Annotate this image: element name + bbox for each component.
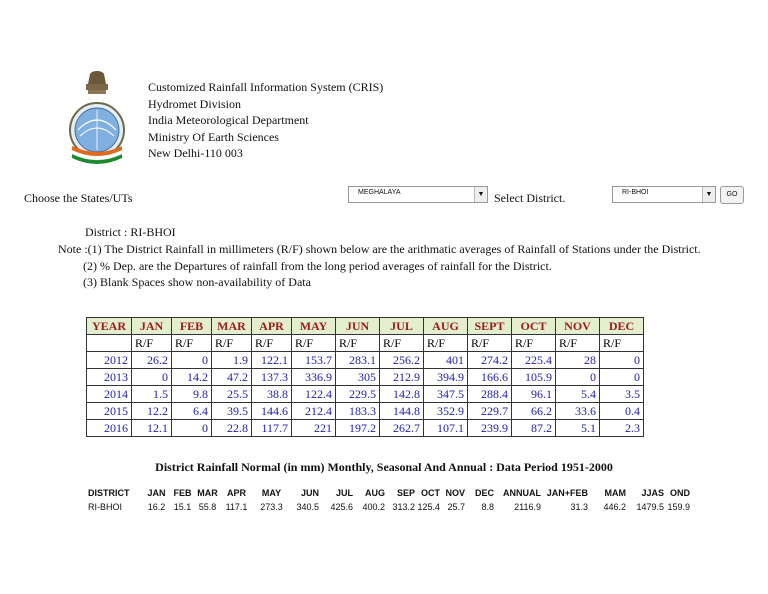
rainfall-cell: 38.8 xyxy=(252,386,292,403)
normal-column-header: AUG xyxy=(365,488,385,498)
normal-value-cell: 31.3 xyxy=(570,502,588,512)
rainfall-cell: 401 xyxy=(424,352,468,369)
state-select-value: MEGHALAYA xyxy=(358,189,401,196)
rainfall-cell: 9.8 xyxy=(172,386,212,403)
normal-header-row xyxy=(88,486,690,500)
rainfall-cell: 5.4 xyxy=(556,386,600,403)
district-select-label: Select District. xyxy=(494,191,566,205)
normal-column-header: MAY xyxy=(261,488,282,498)
rainfall-cell: 0 xyxy=(132,369,172,386)
rainfall-cell: 0 xyxy=(600,352,644,369)
rainfall-subheader-row xyxy=(87,335,644,352)
rainfall-cell: 137.3 xyxy=(252,369,292,386)
normal-value-cell: 125.4 xyxy=(417,502,440,512)
rainfall-cell: 183.3 xyxy=(336,403,380,420)
normal-values-row xyxy=(88,500,690,514)
rainfall-cell: 12.1 xyxy=(132,420,172,437)
rainfall-cell: 0 xyxy=(172,352,212,369)
rainfall-cell: 283.1 xyxy=(336,352,380,369)
subheader-rf: R/F xyxy=(424,335,468,352)
normal-column-header: DEC xyxy=(474,488,494,498)
rainfall-cell: 26.2 xyxy=(132,352,172,369)
header-line-department: India Meteorological Department xyxy=(148,113,309,128)
subheader-rf: R/F xyxy=(468,335,512,352)
rainfall-cell: 0.4 xyxy=(600,403,644,420)
rainfall-cell: 256.2 xyxy=(380,352,424,369)
rainfall-cell: 1.5 xyxy=(132,386,172,403)
rainfall-cell: 142.8 xyxy=(380,386,424,403)
normal-column-header: JAN+FEB xyxy=(546,488,588,498)
table-row xyxy=(87,386,644,403)
normal-column-header: NOV xyxy=(445,488,465,498)
column-header: MAR xyxy=(212,318,252,335)
normal-column-header: DISTRICT xyxy=(88,488,130,498)
normal-value-cell: 313.2 xyxy=(392,502,415,512)
column-header: FEB xyxy=(172,318,212,335)
normal-column-header: JAN xyxy=(147,488,166,498)
normal-value-cell: 1479.5 xyxy=(636,502,664,512)
header-line-system: Customized Rainfall Information System (CRIS) xyxy=(148,80,384,94)
column-header: APR xyxy=(252,318,292,335)
rainfall-cell: 3.5 xyxy=(600,386,644,403)
year-cell: 2013 xyxy=(87,369,132,386)
rainfall-header-row xyxy=(87,318,644,335)
column-header: DEC xyxy=(600,318,644,335)
rainfall-cell: 2.3 xyxy=(600,420,644,437)
normal-value-cell: 15.1 xyxy=(173,502,192,512)
subheader-rf: R/F xyxy=(600,335,644,352)
rainfall-cell: 14.2 xyxy=(172,369,212,386)
rainfall-cell: 66.2 xyxy=(512,403,556,420)
district-select[interactable] xyxy=(612,186,716,203)
normal-value-cell: 340.5 xyxy=(296,502,319,512)
rainfall-cell: 87.2 xyxy=(512,420,556,437)
normal-column-header: MAR xyxy=(197,488,218,498)
subheader-rf: R/F xyxy=(380,335,424,352)
rainfall-cell: 212.4 xyxy=(292,403,336,420)
rainfall-cell: 122.1 xyxy=(252,352,292,369)
rainfall-cell: 352.9 xyxy=(424,403,468,420)
rainfall-cell: 12.2 xyxy=(132,403,172,420)
header-line-division: Hydromet Division xyxy=(148,96,241,111)
rainfall-cell: 166.6 xyxy=(468,369,512,386)
year-cell: 2015 xyxy=(87,403,132,420)
normal-value-cell: 16.2 xyxy=(147,502,166,512)
notes-block xyxy=(58,241,701,291)
normal-column-header: FEB xyxy=(173,488,192,498)
rainfall-cell: 6.4 xyxy=(172,403,212,420)
rainfall-cell: 33.6 xyxy=(556,403,600,420)
normal-column-header: ANNUAL xyxy=(503,488,541,498)
rainfall-cell: 105.9 xyxy=(512,369,556,386)
imd-emblem-logo xyxy=(66,70,128,170)
subheader-rf: R/F xyxy=(336,335,380,352)
rainfall-cell: 305 xyxy=(336,369,380,386)
column-header: JUN xyxy=(336,318,380,335)
rainfall-cell: 229.7 xyxy=(468,403,512,420)
rainfall-cell: 39.5 xyxy=(212,403,252,420)
subheader-rf: R/F xyxy=(252,335,292,352)
normal-value-cell: 425.6 xyxy=(330,502,353,512)
rainfall-cell: 47.2 xyxy=(212,369,252,386)
rainfall-cell: 153.7 xyxy=(292,352,336,369)
rainfall-cell: 25.5 xyxy=(212,386,252,403)
chevron-down-icon: ▼ xyxy=(702,187,715,202)
rainfall-cell: 288.4 xyxy=(468,386,512,403)
header-text-block xyxy=(148,79,383,162)
normal-value-cell: 117.1 xyxy=(225,502,248,512)
column-header: AUG xyxy=(424,318,468,335)
subheader-rf: R/F xyxy=(212,335,252,352)
column-header: OCT xyxy=(512,318,556,335)
rainfall-cell: 0 xyxy=(600,369,644,386)
rainfall-cell: 212.9 xyxy=(380,369,424,386)
table-row xyxy=(87,369,644,386)
column-header: MAY xyxy=(292,318,336,335)
rainfall-cell: 262.7 xyxy=(380,420,424,437)
year-cell: 2012 xyxy=(87,352,132,369)
normal-value-cell: 159.9 xyxy=(667,502,690,512)
rainfall-cell: 347.5 xyxy=(424,386,468,403)
rainfall-cell: 1.9 xyxy=(212,352,252,369)
subheader-rf: R/F xyxy=(556,335,600,352)
rainfall-table xyxy=(86,317,644,437)
header-line-ministry: Ministry Of Earth Sciences xyxy=(148,129,279,144)
column-header: NOV xyxy=(556,318,600,335)
rainfall-cell: 225.4 xyxy=(512,352,556,369)
year-cell: 2014 xyxy=(87,386,132,403)
state-select[interactable] xyxy=(348,186,488,203)
rainfall-cell: 22.8 xyxy=(212,420,252,437)
normal-column-header: OCT xyxy=(421,488,440,498)
district-heading: District : RI-BHOI xyxy=(85,225,176,239)
rainfall-table-body xyxy=(87,352,644,437)
normal-value-cell: 273.3 xyxy=(260,502,283,512)
normal-value-cell: 2116.9 xyxy=(514,502,541,512)
subheader-rf: R/F xyxy=(292,335,336,352)
note-line-3: (3) Blank Spaces show non-availability of Data xyxy=(83,275,311,289)
normal-rainfall-table xyxy=(88,486,690,514)
rainfall-cell: 5.1 xyxy=(556,420,600,437)
district-select-value: RI-BHOI xyxy=(622,189,649,196)
normal-column-header: MAM xyxy=(604,488,626,498)
rainfall-cell: 117.7 xyxy=(252,420,292,437)
subheader-rf: R/F xyxy=(512,335,556,352)
subheader-rf: R/F xyxy=(172,335,212,352)
normal-column-header: APR xyxy=(226,488,246,498)
rainfall-cell: 144.8 xyxy=(380,403,424,420)
rainfall-cell: 229.5 xyxy=(336,386,380,403)
rainfall-cell: 239.9 xyxy=(468,420,512,437)
states-label: Choose the States/UTs xyxy=(24,191,133,205)
normal-column-header: JUN xyxy=(300,488,319,498)
rainfall-cell: 28 xyxy=(556,352,600,369)
normal-column-header: SEP xyxy=(396,488,415,498)
rainfall-cell: 122.4 xyxy=(292,386,336,403)
normal-column-header: JJAS xyxy=(641,488,664,498)
year-cell: 2016 xyxy=(87,420,132,437)
rainfall-cell: 144.6 xyxy=(252,403,292,420)
header-line-address: New Delhi-110 003 xyxy=(148,146,243,161)
column-header: JUL xyxy=(380,318,424,335)
go-button[interactable]: GO xyxy=(720,186,744,204)
table-row xyxy=(87,420,644,437)
rainfall-cell: 0 xyxy=(556,369,600,386)
rainfall-cell: 274.2 xyxy=(468,352,512,369)
table-row xyxy=(87,403,644,420)
table-row xyxy=(87,352,644,369)
column-header: JAN xyxy=(132,318,172,335)
rainfall-cell: 0 xyxy=(172,420,212,437)
normal-value-cell: RI-BHOI xyxy=(88,502,123,512)
normal-value-cell: 25.7 xyxy=(447,502,465,512)
rainfall-cell: 197.2 xyxy=(336,420,380,437)
normal-table-title: District Rainfall Normal (in mm) Monthly, Seasonal And Annual : Data Period 1951-2000 xyxy=(155,460,613,474)
column-header: YEAR xyxy=(87,318,132,335)
column-header: SEPT xyxy=(468,318,512,335)
rainfall-cell: 221 xyxy=(292,420,336,437)
rainfall-cell: 394.9 xyxy=(424,369,468,386)
normal-value-cell: 8.8 xyxy=(481,502,494,512)
rainfall-cell: 336.9 xyxy=(292,369,336,386)
normal-value-cell: 446.2 xyxy=(603,502,626,512)
normal-column-header: OND xyxy=(670,488,690,498)
subheader-rf: R/F xyxy=(132,335,172,352)
subheader-blank xyxy=(87,335,132,352)
note-line-1: Note :(1) The District Rainfall in millimeters (R/F) shown below are the arithmatic averages of Rainfall of Stations under the District. xyxy=(58,242,701,256)
note-line-2: (2) % Dep. are the Departures of rainfall from the long period averages of rainfall for the District. xyxy=(83,258,552,273)
normal-column-header: JUL xyxy=(335,488,353,498)
normal-value-cell: 55.8 xyxy=(198,502,217,512)
chevron-down-icon: ▼ xyxy=(474,187,487,202)
rainfall-cell: 107.1 xyxy=(424,420,468,437)
normal-value-cell: 400.2 xyxy=(362,502,385,512)
rainfall-cell: 96.1 xyxy=(512,386,556,403)
